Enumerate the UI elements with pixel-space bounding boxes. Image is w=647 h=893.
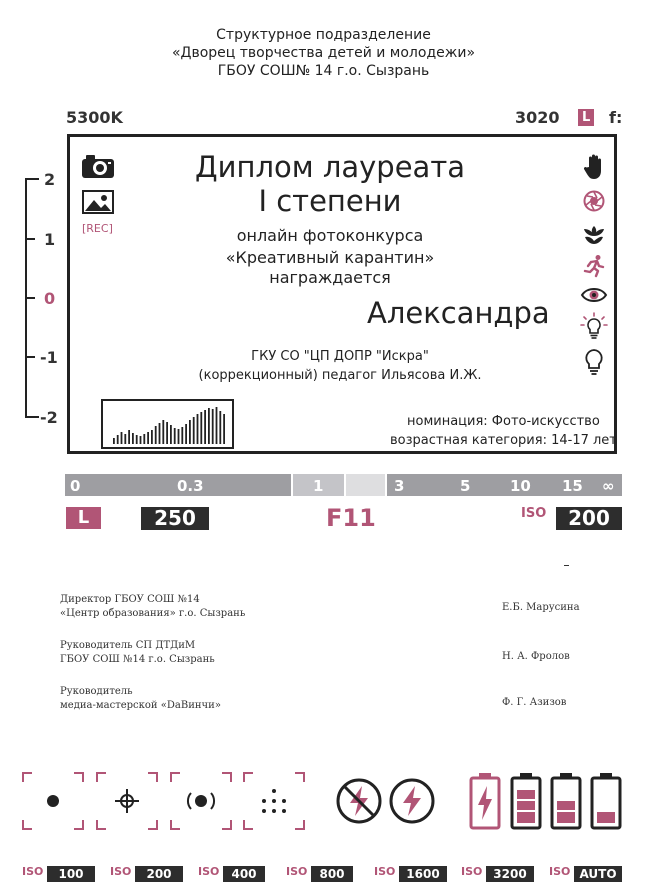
iso-3200: 3200 <box>486 866 534 882</box>
role-line: ГБОУ СОШ №14 г.о. Сызрань <box>60 654 215 665</box>
signatory-3-role <box>60 685 221 713</box>
iso-800: 800 <box>311 866 353 882</box>
histogram-bar <box>212 409 214 444</box>
distance-label: 0 <box>70 477 81 495</box>
histogram-bar <box>113 438 115 444</box>
age-category: возрастная категория: 14-17 лет <box>390 433 617 448</box>
histogram-bar <box>147 432 149 444</box>
iso-label: ISO <box>110 865 132 878</box>
iso-label: ISO <box>286 865 308 878</box>
rec-label: [REC] <box>82 222 113 235</box>
awarded-label: награждается <box>269 268 391 287</box>
dot-grid-focus-icon <box>243 772 305 834</box>
header-line-3: ГБОУ СОШ№ 14 г.о. Сызрань <box>217 63 430 79</box>
running-person-icon <box>582 254 606 282</box>
nomination: номинация: Фото-искусство <box>407 414 600 429</box>
battery-full-icon <box>510 772 542 834</box>
header <box>0 26 647 80</box>
organization-line-1: ГКУ СО "ЦП ДОПР "Искра" <box>251 349 429 364</box>
role-line: Руководитель СП ДТДиМ <box>60 640 196 651</box>
role-line: медиа-мастерской «DaВинчи» <box>60 700 221 711</box>
diploma-degree: I степени <box>258 184 402 218</box>
iso-label: ISO <box>549 865 571 878</box>
iso-label: ISO <box>521 506 547 521</box>
iso-auto: AUTO <box>574 866 622 882</box>
histogram-bar <box>223 414 225 444</box>
histogram-bar <box>159 423 161 444</box>
battery-low-icon <box>590 772 622 834</box>
histogram-bar <box>219 411 221 444</box>
iso-label: ISO <box>198 865 220 878</box>
flower-icon <box>582 223 606 249</box>
histogram <box>101 399 234 449</box>
role-line: Директор ГБОУ СОШ №14 <box>60 594 200 605</box>
camera-icon <box>81 153 115 183</box>
distance-label: 0.3 <box>177 477 204 495</box>
signatory-2-name: Н. А. Фролов <box>502 651 570 662</box>
scale-label: -2 <box>40 408 58 427</box>
histogram-bar <box>124 434 126 444</box>
aperture-prefix: f: <box>609 108 623 127</box>
flash-off-icon <box>336 778 382 828</box>
histogram-bar <box>117 435 119 444</box>
hand-icon <box>583 154 605 184</box>
histogram-bar <box>178 429 180 444</box>
scale-label: -1 <box>40 348 58 367</box>
distance-label: 5 <box>460 477 471 495</box>
bulb-glow-icon <box>579 312 609 346</box>
histogram-bar <box>140 436 142 444</box>
iso-100: 100 <box>47 866 95 882</box>
contest-line-2: «Креативный карантин» <box>225 248 435 267</box>
battery-half-icon <box>550 772 582 834</box>
distance-label: 1 <box>313 477 324 495</box>
signatory-3-name: Ф. Г. Азизов <box>502 697 567 708</box>
histogram-bar <box>174 428 176 444</box>
histogram-bar <box>143 434 145 444</box>
histogram-bar <box>189 420 191 444</box>
iso-label: ISO <box>22 865 44 878</box>
iso-1600: 1600 <box>399 866 447 882</box>
scale-label: 2 <box>44 170 56 189</box>
bulb-icon <box>583 348 605 380</box>
histogram-bar <box>170 425 172 444</box>
eye-icon <box>580 286 608 308</box>
histogram-bar <box>155 426 157 444</box>
shot-count: 3020 <box>515 108 560 127</box>
role-line: «Центр образования» г.о. Сызрань <box>60 608 246 619</box>
iso-200: 200 <box>135 866 183 882</box>
scale-label: 1 <box>44 230 56 249</box>
shutter-speed: 250 <box>141 507 209 530</box>
header-line-2: «Дворец творчества детей и молодежи» <box>171 45 476 61</box>
battery-charging-icon <box>469 772 501 834</box>
crosshair-focus-icon <box>96 772 158 834</box>
histogram-bar <box>185 424 187 444</box>
distance-bar-focus <box>346 474 385 496</box>
iso-value: 200 <box>556 507 622 530</box>
scale-label: 0 <box>44 289 56 308</box>
exposure-scale <box>20 170 60 427</box>
distance-bar-far <box>387 474 622 496</box>
histogram-bar <box>132 433 134 444</box>
iso-label: ISO <box>461 865 483 878</box>
signatory-1-name: Е.Б. Марусина <box>502 602 580 613</box>
quality-indicator: L <box>66 507 101 529</box>
mark <box>564 565 569 566</box>
iso-400: 400 <box>223 866 265 882</box>
flash-icon <box>389 778 435 828</box>
histogram-bar <box>151 430 153 444</box>
histogram-bar <box>193 417 195 444</box>
histogram-bar <box>204 410 206 444</box>
role-line: Руководитель <box>60 686 133 697</box>
organization-line-2: (коррекционный) педагог Ильясова И.Ж. <box>198 368 482 383</box>
histogram-bar <box>216 407 218 444</box>
histogram-bar <box>200 412 202 444</box>
distance-label: 10 <box>510 477 531 495</box>
aperture-icon <box>583 190 605 216</box>
histogram-bar <box>197 414 199 444</box>
spot-focus-icon <box>22 772 84 834</box>
distance-label: 15 <box>562 477 583 495</box>
image-icon <box>82 190 114 218</box>
iso-label: ISO <box>374 865 396 878</box>
histogram-bar <box>136 435 138 444</box>
distance-label: ∞ <box>602 477 615 495</box>
quality-badge: L <box>578 109 594 126</box>
histogram-bar <box>166 422 168 444</box>
histogram-bar <box>128 430 130 444</box>
signatory-2-role <box>60 639 215 667</box>
histogram-bar <box>181 427 183 444</box>
histogram-bar <box>208 408 210 444</box>
histogram-bar <box>162 420 164 444</box>
distance-label: 3 <box>394 477 405 495</box>
winner-name: Александра <box>367 296 550 330</box>
target-focus-icon <box>170 772 232 834</box>
f-number: F11 <box>326 504 376 532</box>
contest-line-1: онлайн фотоконкурса <box>236 226 424 245</box>
diploma-title: Диплом лауреата <box>195 150 465 184</box>
histogram-bar <box>121 432 123 444</box>
header-line-1: Структурное подразделение <box>216 27 431 43</box>
white-balance: 5300K <box>66 108 123 127</box>
signatory-1-role <box>60 593 245 621</box>
